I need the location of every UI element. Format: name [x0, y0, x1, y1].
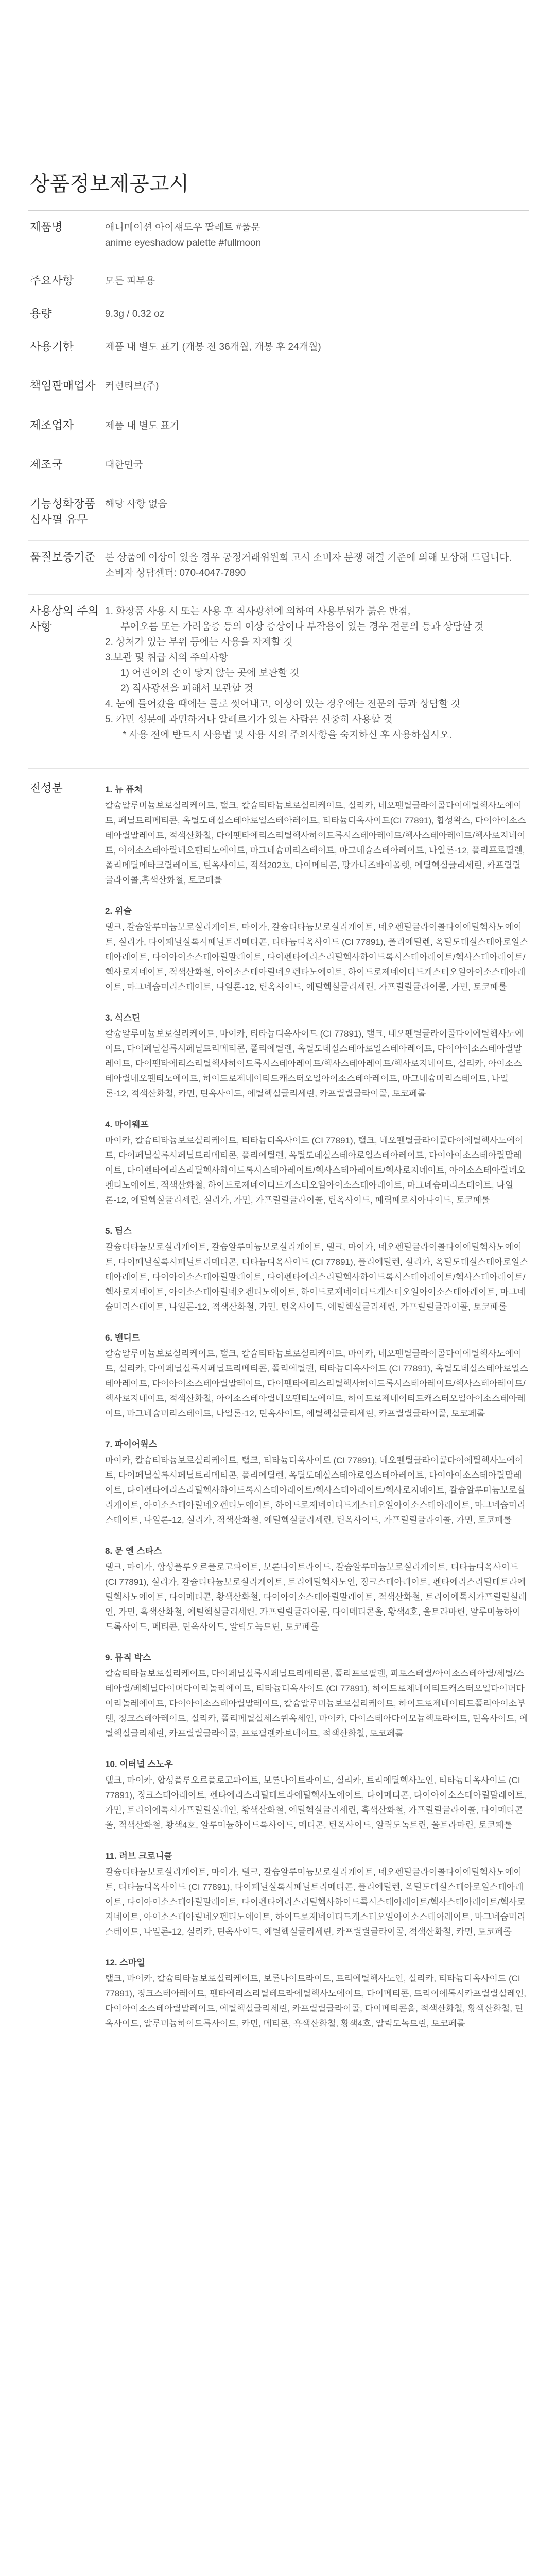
ingredient-text: 마이카, 칼슘티타늄보로실리케이트, 티타늄디옥사이드 (CI 77891), 탤크, 네오펜틸글라이콜다이에틸헥사노에이트, 다이페닐실록시페닐트리메티콘, 폴리에틸렌, 옥틸도데실스테아로일스테아레이트, 다이아이소스테아릴말레이트, 다이펜타에리스리틸헥사하이드록시스테아레이트/헥사스테아레이트/헥사로지네이트, 아이소스테아릴네오펜티노에이트, 적색산화철, 하이드로제네이티드캐스터오일아이소스테아레이트, 마그네슘미리스테이트, 나일론-12, 에틸헥실글리세린, 실리카, 카민, 카프릴릴글라이콜, 틴옥사이드, 페릭페로시아나이드, 토코페롤	[105, 1136, 526, 1205]
row-functional-cosmetic	[28, 487, 529, 541]
ingredient-text: 칼슘알루미늄보로실리케이트, 탤크, 칼슘티타늄보로실리케이트, 실리카, 네오펜틸글라이콜다이에틸헥사노에이트, 페닐트리메티콘, 옥틸도데실스테아로일스테아레이트, 티타늄디옥사이드(CI 77891), 합성왁스, 다이아이소스테아릴말레이트, 적색산화철, 다이펜타에리스리틸헥사하이드록시스테아레이트/헥사스테아레이트/헥사로지네이트, 이이소스테아릴네오펜티노에이트, 마그네슘미리스테이트, 마그네슘스테아레이트, 나일론-12, 폴리프로필렌, 폴리메틸메타크릴레이트, 틴옥사이드, 적색202호, 다이메티콘, 망가니즈바이올렛, 에틸헥실글리세린, 카프릴릴글라이콜,흑색산화철, 토코페롤	[105, 801, 526, 885]
row-value	[105, 541, 529, 594]
value-line: 해당 사항 없음	[105, 499, 167, 510]
ingredient-block	[105, 1330, 529, 1421]
row-cautions	[28, 595, 529, 769]
ingredient-heading: 3. 식스틴	[105, 1013, 141, 1023]
row-product-name	[28, 211, 529, 264]
ingredient-heading: 4. 마이웨프	[105, 1120, 149, 1129]
ingredient-heading: 7. 파이어웍스	[105, 1439, 158, 1449]
ingredient-text: 탤크, 마이카, 합성플루오르플로고파이트, 보론나이트라이드, 칼슘알루미늄보로실리케이트, 티타늄디옥사이드 (CI 77891), 실리카, 칼슘티타늄보로실리케이트, 트리에틸헥사노인, 징크스테아레이트, 펜타에리스리틸테트라에틸헥사노에이트, 다이메티콘, 황색산화철, 다이아이소스테아릴말레이트, 적색산화철, 트리이에톡시카프릴릴실레인, 카민, 흑색산화철, 에틸헥실글리세린, 카프릴릴글라이콜, 다이메티콘올, 황색4호, 울트라마린, 알루미늄하이드록사이드, 메티콘, 틴옥사이드, 알릭도녹트린, 토코페롤	[105, 1562, 527, 1632]
ingredient-heading: 1. 뉴 퓨처	[105, 785, 143, 794]
row-country	[28, 448, 529, 487]
caution-line: 부어오름 또는 가려움증 등의 이상 증상이나 부작용이 있는 경우 전문의 등과 상담할 것	[120, 621, 484, 632]
row-ingredients	[28, 769, 529, 2576]
ingredient-block	[105, 1437, 529, 1528]
row-volume	[28, 297, 529, 330]
row-label: 전성분	[30, 782, 63, 794]
ingredient-text: 탤크, 칼슘알루미늄보로실리케이트, 마이카, 칼슘티타늄보로실리케이트, 네오펜틸글라이콜다이에틸헥사노에이트, 실리카, 다이페닐실록시페닐트리메티콘, 티타늄디옥사이드 (CI 77891), 폴리에틸렌, 옥틸도데실스테아로일스테아레이트, 다이아이소스테아릴말레이트, 다이펜타에리스리틸헥사하이드록시스테아레이트/헥사스테아레이트/헥사로지네이트, 적색산화철, 아이소스테아릴네오펜타노에이트, 하이드로제네이티드캐스터오일아이소스테아레이트, 마그네슘미리스테이트, 나일론-12, 틴옥사이드, 에틸헥실글리세린, 카프릴릴글라이콜, 카민, 토코페롤	[105, 922, 528, 992]
row-value	[105, 448, 529, 487]
caution-line: 5. 카민 성분에 과민하거나 알레르기가 있는 사람은 신중히 사용할 것	[105, 714, 393, 725]
row-label: 용량	[30, 307, 52, 320]
value-line: 커런티브(주)	[105, 381, 159, 392]
caution-line: 4. 눈에 들어갔을 때에는 물로 씻어내고, 이상이 있는 경우에는 전문의 등과 상담할 것	[105, 699, 461, 709]
row-label: 사용기한	[30, 340, 74, 353]
value-line: 제품 내 별도 표기	[105, 420, 180, 431]
row-distributor	[28, 369, 529, 409]
ingredient-block	[105, 1955, 529, 2031]
ingredient-heading: 12. 스마일	[105, 1958, 145, 1968]
value-line: 제품 내 별도 표기 (개봉 전 36개월, 개봉 후 24개월)	[105, 342, 321, 352]
row-value	[105, 369, 529, 409]
ingredient-block	[105, 1010, 529, 1101]
row-label: 제품명	[30, 221, 63, 233]
ingredient-text: 칼슘알루미늄보로실리케이트, 탤크, 칼슘티타늄보로실리케이트, 마이카, 네오펜틸글라이콜다이에틸헥사노에이트, 실리카, 다이페닐실록시페닐트리메티콘, 폴리에틸렌, 티타늄디옥사이드 (CI 77891), 옥틸도데실스테아로일스테아레이트, 다이아이소스테아릴말레이트, 다이펜타에리스리틸헥사하이드록시스테아레이트/헥사스테아레이트/헥사로지네이트, 적색산화철, 아이소스테아릴네오펜티노에이트, 하이드로제네이티드캐스터오일아이소스테아레이트, 마그네슘미리스테이트, 나일론-12, 틴옥사이드, 에틸헥실글리세린, 카프릴릴글라이콜, 토코페롤	[105, 1349, 528, 1418]
caution-line: 2) 직사광선을 피해서 보관할 것	[120, 683, 254, 694]
ingredients-list	[105, 769, 529, 2576]
ingredient-heading: 10. 이터널 스노우	[105, 1759, 173, 1769]
row-label: 품질보증기준	[30, 551, 96, 564]
caution-line: 2. 상처가 있는 부위 등에는 사용을 자제할 것	[105, 637, 293, 648]
ingredient-block	[105, 904, 529, 994]
ingredient-heading: 9. 뮤직 박스	[105, 1653, 151, 1663]
row-label: 제조국	[30, 458, 63, 471]
ingredient-heading: 5. 팀스	[105, 1226, 132, 1236]
row-value	[105, 595, 529, 768]
product-info-table	[28, 210, 529, 2576]
ingredient-heading: 6. 밴디트	[105, 1333, 141, 1343]
row-value	[105, 330, 529, 369]
ingredient-block	[105, 1849, 529, 1939]
ingredient-text: 칼슘티타늄보로실리케이트, 칼슘알루미늄보로실리케이트, 탤크, 마이카, 네오펜틸글라이콜다이에틸헥사노에이트, 다이페닐실록시페닐트리메티콘, 티타늄디옥사이드 (CI 77891), 폴리에틸렌, 실리카, 옥틸도데실스테아로일스테아레이트, 다이아이소스테아릴말레이트, 다이펜타에리스리틸헥사하이드록시스테아레이트/헥사스테아레이트/헥사로지네이트, 아이소스테아릴네오펜티노에이트, 하이드로제네이티드캐스터오일아이소스테아레이트, 마그네슘미리스테이트, 나일론-12, 적색산화철, 카민, 틴옥사이드, 에틸헥실글리세린, 카프릴릴글라이콜, 토코페롤	[105, 1242, 528, 1312]
row-manufacturer	[28, 409, 529, 448]
value-line: 대한민국	[105, 460, 143, 470]
row-value	[105, 264, 529, 297]
ingredient-block	[105, 1117, 529, 1208]
value-line: anime eyeshadow palette #fullmoon	[105, 238, 262, 248]
ingredient-text: 칼슘티타늄보로실리케이트, 다이페닐실록시페닐트리메티콘, 폴리프로필렌, 피토스테릴/아이소스테아릴/세틸/스테아릴/베헤닐다이머다이리놀리에이트, 티타늄디옥사이드 (CI 77891), 하이드로제네이티드캐스터오일다이머다이리놀레에이트, 다이아이소스테아릴말레이트, 칼슘알루미늄보로실리케이트, 하이드로제네이티드폴리아이소부텐, 징크스테아레이트, 실리카, 폴리메틸실세스퀴옥세인, 마이카, 다이스테아다이모늄헥토라이트, 틴옥사이드, 에틸헥실글리세린, 카프릴릴글라이콜, 프로필렌카보네이트, 적색산화철, 토코페롤	[105, 1669, 528, 1738]
ingredient-heading: 11. 러브 크로니클	[105, 1851, 172, 1861]
value-line: 모든 피부용	[105, 276, 155, 286]
row-value	[105, 487, 529, 540]
row-label: 기능성화장품 심사필 유무	[30, 497, 96, 526]
caution-line: 1) 어린이의 손이 닿지 않는 곳에 보관할 것	[120, 668, 300, 679]
page-title: 상품정보제공고시	[30, 173, 189, 195]
row-value	[105, 409, 529, 448]
ingredient-block	[105, 782, 529, 888]
ingredient-text: 탤크, 마이카, 합성플루오르플로고파이트, 보론나이트라이드, 실리카, 트리에틸헥사노인, 티타늄디옥사이드 (CI 77891), 징크스테아레이트, 펜타에리스리틸테트라에틸헥사노에이트, 다이메티콘, 다이아이소스테아릴말레이트, 카민, 트리이에톡시카프릴릴실레인, 황색산화철, 에틸헥실글리세린, 흑색산화철, 카프릴릴글라이콜, 다이메티콘올, 적색산화철, 황색4호, 알루미늄하이드록사이드, 메티콘, 틴옥사이드, 알릭도녹트린, 울트라마린, 토코페롤	[105, 1775, 527, 1830]
row-value	[105, 211, 529, 264]
value-line: 9.3g / 0.32 oz	[105, 309, 165, 319]
row-label: 주요사항	[30, 274, 74, 287]
row-label: 책임판매업자	[30, 379, 96, 392]
value-line: 소비자 상담센터: 070-4047-7890	[105, 568, 246, 579]
row-main-info	[28, 264, 529, 297]
caution-line: * 사용 전에 반드시 사용법 및 사용 시의 주의사항을 숙지하신 후 사용하십시오.	[123, 730, 452, 740]
ingredient-text: 칼슘알루미늄보로실리케이트, 마이카, 티타늄디옥사이드 (CI 77891), 탤크, 네오펜틸글라이콜다이에틸헥사노에이트, 다이페닐실록시페닐트리메티콘, 폴리에틸렌, 옥틸도데실스테아로일스테아레이트, 다이아이소스테아릴말레이트, 다이펜타에리스리틸헥사하이드록시스테아레이트/헥사스테아레이트/헥사로지네이트, 실리카, 아이소스테아릴네오펜티노에이트, 하이드로제네이티드캐스터오일아이소스테아레이트, 마그네슘미리스테이트, 나일론-12, 적색산화철, 카민, 틴옥사이드, 에틸헥실글리세린, 카프릴릴글라이콜, 토코페롤	[105, 1029, 524, 1098]
ingredient-block	[105, 1224, 529, 1314]
ingredient-text: 탤크, 마이카, 칼슘티타늄보로실리케이트, 보론나이트라이드, 트리에틸헥사노인, 실리카, 티타늄디옥사이드 (CI 77891), 징크스테아레이트, 펜타에리스리틸테트라에틸헥사노에이트, 다이메티콘, 트리이에톡시카프릴릴실레인, 다이아이소스테아릴말레이트, 에틸헥실글리세린, 카프릴릴글라이콜, 다이메티콘올, 적색산화철, 황색산화철, 틴옥사이드, 알루미늄하이드록사이드, 카민, 메티콘, 흑색산화철, 황색4호, 알릭도녹트린, 토코페롤	[105, 1974, 527, 2028]
value-line: 본 상품에 이상이 있을 경우 공정거래위원회 고시 소비자 분쟁 해결 기준에 의해 보상해 드립니다.	[105, 552, 512, 563]
caution-line: 3.보관 및 취급 시의 주의사항	[105, 652, 228, 663]
row-expiry	[28, 330, 529, 369]
row-label: 제조업자	[30, 419, 74, 432]
row-label: 사용상의 주의사항	[30, 604, 99, 633]
ingredient-block	[105, 1757, 529, 1833]
caution-line: 1. 화장품 사용 시 또는 사용 후 직사광선에 의하여 사용부위가 붉은 반점,	[105, 606, 411, 617]
ingredient-heading: 8. 문 엔 스타스	[105, 1546, 162, 1556]
ingredient-block	[105, 1544, 529, 1634]
ingredient-heading: 2. 위슬	[105, 906, 132, 916]
ingredient-block	[105, 1650, 529, 1741]
ingredient-text: 칼슘티타늄보로실리케이트, 마이카, 탤크, 칼슘알루미늄보로실리케이트, 네오펜틸글라이콜다이에틸헥사노에이트, 티타늄디옥사이드 (CI 77891), 다이페닐실록시페닐트리메티콘, 폴리에틸렌, 옥틸도데실스테아로일스테아레이트, 다이아이소스테아릴말레이트, 다이펜타에리스리틸헥사하이드록시스테아레이트/헥사스테아레이트/헥사로지네이트, 아이소스테아릴네오펜티노에이트, 하이드로제네이티드캐스터오일아이소스테아레이트, 마그네슘미리스테이트, 나일론-12, 실리카, 틴옥사이드, 에틸헥실글리세린, 카프릴릴글라이콜, 적색산화철, 카민, 토코페롤	[105, 1867, 526, 1937]
ingredient-text: 마이카, 칼슘티타늄보로실리케이트, 탤크, 티타늄디옥사이드 (CI 77891), 네오펜틸글라이콜다이에틸헥사노에이트, 다이페닐실록시페닐트리메티콘, 폴리에틸렌, 옥틸도데실스테아로일스테아레이트, 다이아이소스테아릴말레이트, 다이펜타에리스리틸헥사하이드록시스테아레이트/헥사스테아레이트/헥사로지네이트, 칼슘알루미늄보로실리케이트, 아이소스테아릴네오펜티노에이트, 하이드로제네이티드캐스터오일아이소스테아레이트, 마그네슘미리스테이트, 나일론-12, 실리카, 적색산화철, 에틸헥실글리세린, 틴옥사이드, 카프릴릴글라이콜, 카민, 토코페롤	[105, 1455, 526, 1525]
row-value	[105, 297, 529, 330]
row-quality-guarantee	[28, 541, 529, 595]
value-line: 애니메이션 아이섀도우 팔레트 #풀문	[105, 222, 260, 233]
